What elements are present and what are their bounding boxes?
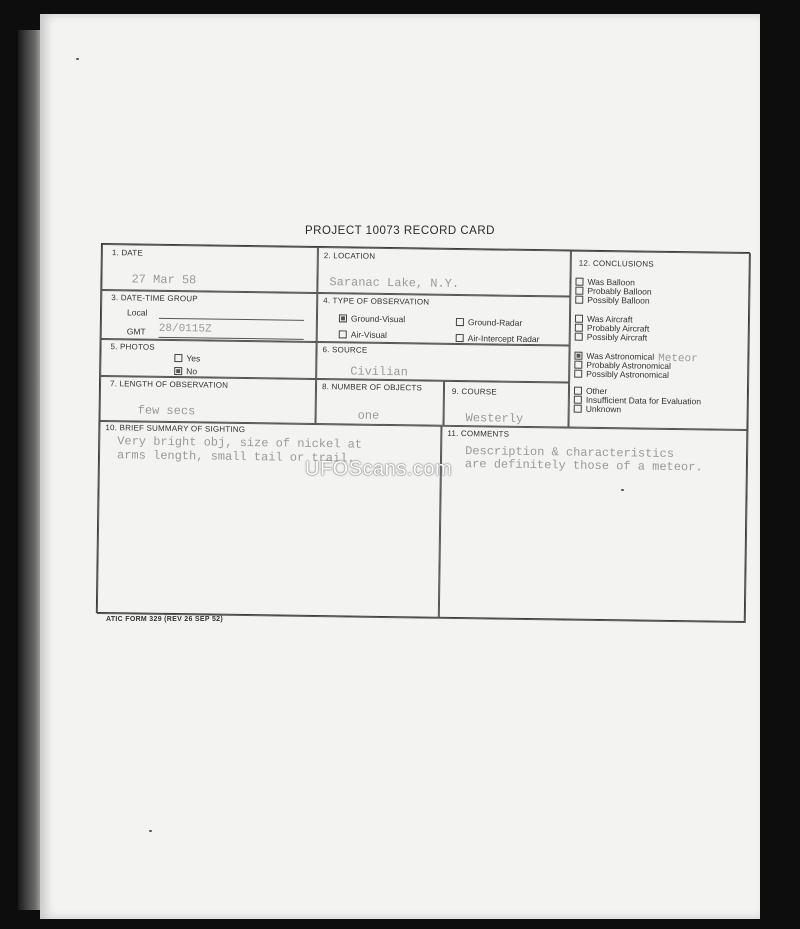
conclusions-label: 12. CONCLUSIONS [578,258,654,269]
checkbox [574,360,582,368]
conclusion-label: Probably Balloon [587,285,652,297]
conclusion-possibly-astronomical [574,369,669,380]
checkbox [575,277,583,285]
checkbox [574,395,582,403]
conclusion-label: Insufficient Data for Evaluation [585,394,702,407]
location-value: Saranac Lake, N.Y. [329,275,460,292]
photos-label: 5. PHOTOS [110,342,155,352]
type-option-label: Air-Intercept Radar [467,333,540,345]
local-label: Local [126,307,148,318]
speck [76,58,79,60]
type-label: 4. TYPE OF OBSERVATION [323,296,430,307]
objects-label: 8. NUMBER OF OBJECTS [321,382,423,393]
checkbox [574,369,582,377]
comments-line-1: Description & characteristics [465,444,675,462]
record-card-form [96,243,750,622]
checkbox [575,286,583,294]
conclusion-possibly-balloon [575,295,650,306]
summary-line-2: arms length, small tail or trail. [116,448,355,466]
comments-line-2: are definitely those of a meteor. [464,457,703,475]
gmt-label: GMT [126,326,146,337]
photos-option-yes [174,353,200,363]
comments-label: 11. COMMENTS [447,428,510,439]
source-value: Civilian [350,364,408,380]
conclusion-label: Possibly Astronomical [586,368,669,380]
length-value: few secs [137,403,196,419]
watermark: UFOScans.com [305,458,453,480]
objects-value: one [357,408,380,423]
conclusion-label: Other [585,385,608,397]
conclusion-unknown [574,404,622,415]
type-option-label: Ground-Radar [467,317,523,328]
course-label: 9. COURSE [451,386,497,397]
type-option-ground-visual [339,313,405,324]
conclusion-label: Possibly Balloon [587,294,650,306]
location-label: 2. LOCATION [323,251,376,261]
checkbox [575,323,583,331]
conclusion-label: Was Astronomical [586,350,655,362]
type-option-label: Ground-Visual [350,313,406,325]
checkbox-checked [339,314,347,322]
conclusion-label: Possibly Aircraft [586,331,648,343]
length-label: 7. LENGTH OF OBSERVATION [109,379,229,390]
checkbox-checked [574,351,582,359]
conclusion-label: Unknown [585,403,622,415]
conclusion-label: Was Balloon [587,276,635,288]
course-value: Westerly [465,411,524,426]
checkbox-checked [174,367,182,375]
card-title: PROJECT 10073 RECORD CARD [305,225,495,237]
checkbox [575,295,583,303]
conclusion-possibly-aircraft [575,332,648,343]
conclusion-label: Was Aircraft [586,313,633,325]
date-label: 1. DATE [111,248,143,258]
speck [149,830,152,832]
type-option-label: Air-Visual [350,329,388,341]
checkbox [574,386,582,394]
photos-option-label: Yes [186,353,201,364]
checkbox [575,314,583,322]
checkbox [574,404,582,412]
form-footer: ATIC FORM 329 (REV 26 SEP 52) [106,616,223,623]
astronomical-note: Meteor [658,352,698,366]
checkbox [339,330,347,338]
photos-option-no [174,366,197,376]
dtg-label: 3. DATE-TIME GROUP [111,293,198,304]
summary-line-1: Very bright obj, size of nickel at [117,434,363,452]
conclusion-label: Probably Astronomical [586,359,671,371]
checkbox [575,332,583,340]
source-label: 6. SOURCE [322,345,368,355]
type-option-ground-radar [456,317,522,328]
conclusion-label: Probably Aircraft [586,322,650,334]
checkbox [174,354,182,362]
summary-label: 10. BRIEF SUMMARY OF SIGHTING [105,423,246,435]
checkbox [456,334,464,342]
photos-option-label: No [186,366,198,377]
checkbox [456,318,464,326]
type-option-air-intercept-radar [456,333,540,344]
gmt-value: 28/0115Z [158,322,212,336]
date-value: 27 Mar 58 [131,272,197,288]
type-option-air-visual [339,329,387,340]
